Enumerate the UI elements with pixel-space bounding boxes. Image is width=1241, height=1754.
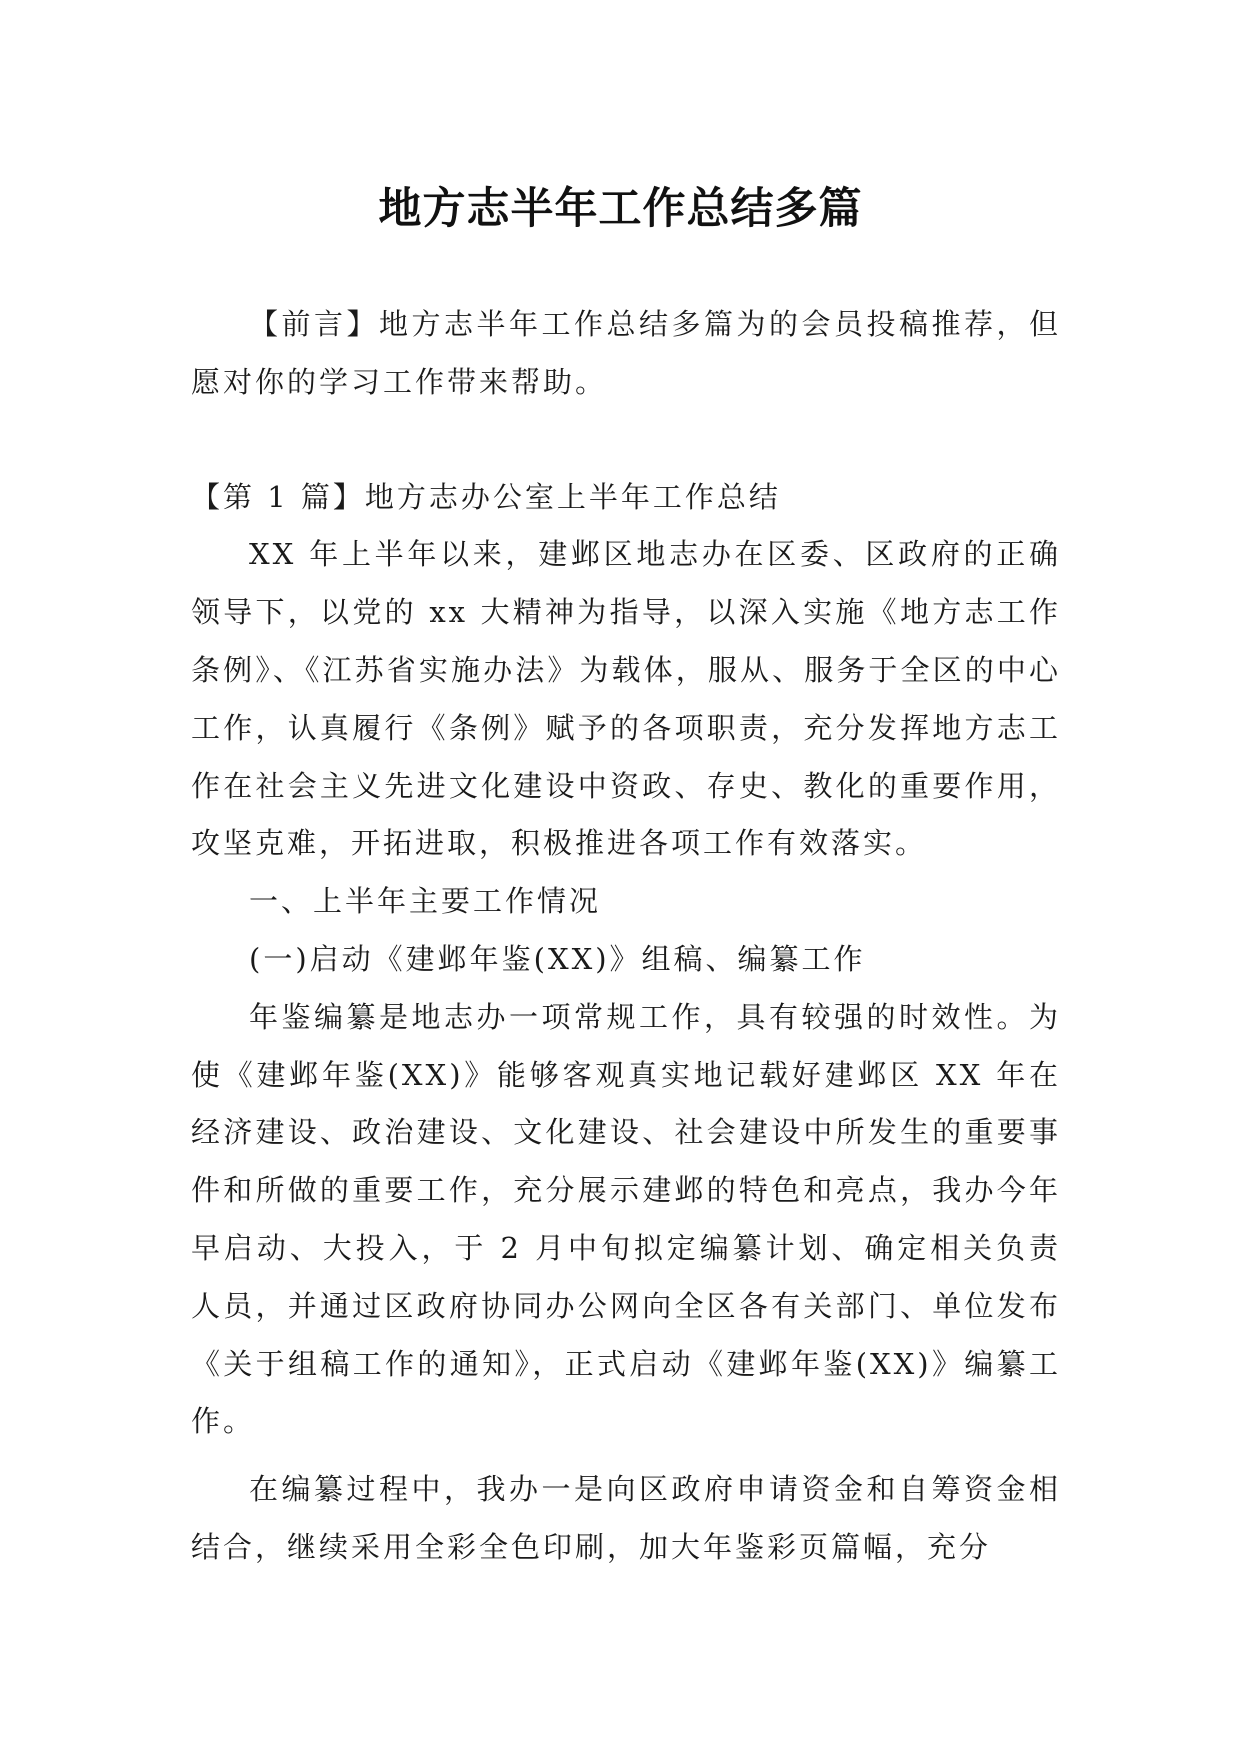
document-body [191, 296, 1061, 1577]
preface-paragraph: 【前言】地方志半年工作总结多篇为的会员投稿推荐，但愿对你的学习工作带来帮助。 [191, 307, 1061, 399]
section-heading: 【第 1 篇】地方志办公室上半年工作总结 [191, 479, 781, 514]
spacer [191, 412, 1061, 469]
spacer [191, 1451, 1061, 1461]
subheading: 一、上半年主要工作情况 [249, 884, 602, 919]
body-paragraph: XX 年上半年以来，建邺区地志办在区委、区政府的正确领导下，以党的 xx 大精神为指导，以深入实施《地方志工作条例》、《江苏省实施办法》为载体，服从、服务于全区的中心工作，认真履行《条例》赋予的各项职责，充分发挥地方志工作在社会主义先进文化建设中资政、存史、教化的重要作用，攻坚克难，开拓进取，积极推进各项工作有效落实。 [191, 537, 1061, 861]
body-paragraph: 年鉴编纂是地志办一项常规工作，具有较强的时效性。为使《建邺年鉴(XX)》能够客观真实地记载好建邺区 XX 年在经济建设、政治建设、文化建设、社会建设中所发生的重要事件和所做的重要工作，充分展示建邺的特色和亮点，我办今年早启动、大投入，于 2 月中旬拟定编纂计划、确定相关负责人员，并通过区政府协同办公网向全区各有关部门、单位发布《关于组稿工作的通知》，正式启动《建邺年鉴(XX)》编纂工作。 [191, 999, 1061, 1439]
subheading: (一)启动《建邺年鉴(XX)》组稿、编纂工作 [249, 941, 866, 976]
document-title: 地方志半年工作总结多篇 [378, 183, 863, 234]
body-paragraph: 在编纂过程中，我办一是向区政府申请资金和自筹资金相结合，继续采用全彩全色印刷，加大年鉴彩页篇幅，充分 [191, 1472, 1061, 1564]
